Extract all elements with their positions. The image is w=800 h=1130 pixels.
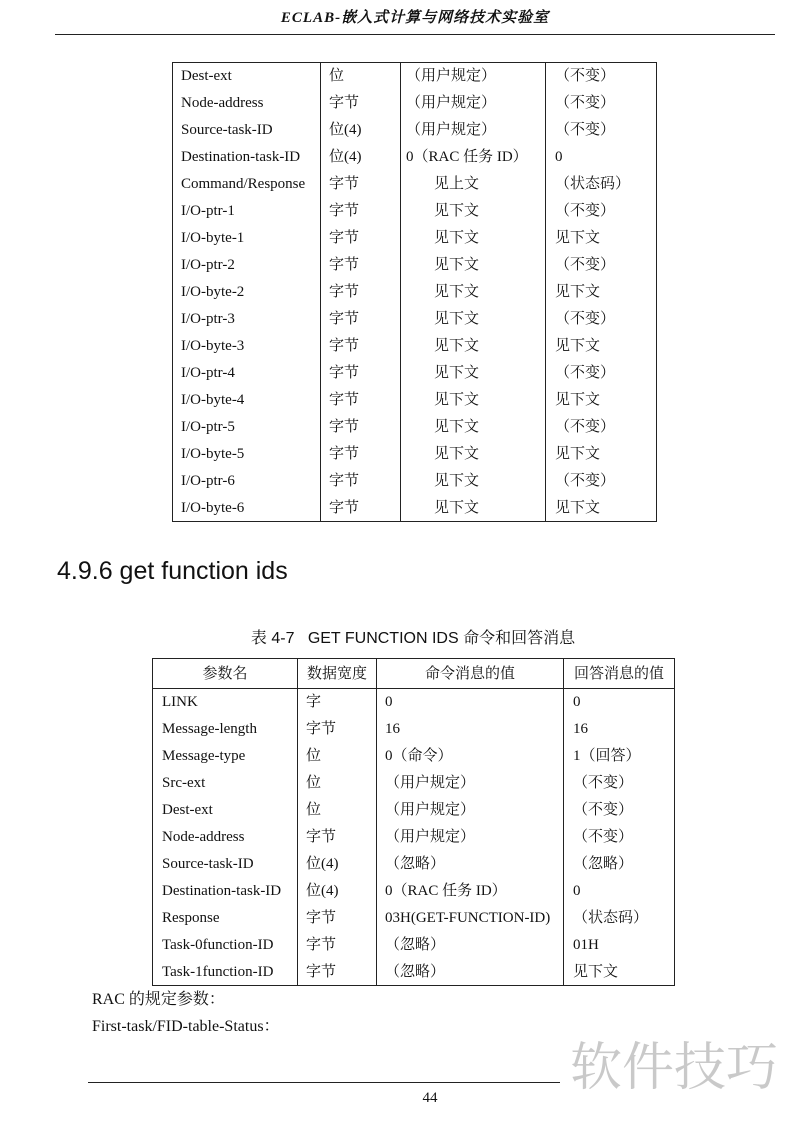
table-row bbox=[173, 63, 657, 90]
table-row bbox=[173, 360, 657, 387]
response-value-cell: （不变） bbox=[546, 468, 657, 495]
command-value-cell: 0 bbox=[377, 689, 564, 716]
data-width-cell: 字节 bbox=[321, 171, 401, 198]
param-name-cell: I/O-byte-5 bbox=[173, 441, 321, 468]
footer-rule bbox=[88, 1082, 560, 1083]
data-width-cell: 字节 bbox=[298, 932, 377, 959]
table-row bbox=[173, 279, 657, 306]
command-value-cell: 见下文 bbox=[401, 495, 546, 522]
response-value-cell: （不变） bbox=[546, 63, 657, 90]
command-value-cell: （忽略） bbox=[377, 851, 564, 878]
response-value-cell: （不变） bbox=[546, 198, 657, 225]
command-value-cell: （忽略） bbox=[377, 959, 564, 986]
data-width-cell: 字节 bbox=[321, 306, 401, 333]
param-name-cell: Task-0function-ID bbox=[153, 932, 298, 959]
response-value-cell: 见下文 bbox=[546, 333, 657, 360]
command-value-cell: （用户规定） bbox=[401, 117, 546, 144]
command-value-cell: 见下文 bbox=[401, 306, 546, 333]
command-value-cell: 见下文 bbox=[401, 252, 546, 279]
response-value-cell: 01H bbox=[564, 932, 675, 959]
response-value-cell: 见下文 bbox=[546, 495, 657, 522]
get-function-ids-table-body bbox=[153, 689, 675, 986]
response-value-cell: （不变） bbox=[564, 797, 675, 824]
continued-parameter-table bbox=[172, 62, 657, 522]
table-row bbox=[173, 90, 657, 117]
command-value-cell: （用户规定） bbox=[377, 797, 564, 824]
table-row bbox=[153, 770, 675, 797]
table-row bbox=[173, 468, 657, 495]
table-row bbox=[153, 743, 675, 770]
table-row bbox=[173, 414, 657, 441]
param-name-cell: I/O-byte-3 bbox=[173, 333, 321, 360]
data-width-cell: 字节 bbox=[321, 387, 401, 414]
param-name-cell: Message-type bbox=[153, 743, 298, 770]
table-row bbox=[153, 689, 675, 716]
command-value-cell: 16 bbox=[377, 716, 564, 743]
table-caption: 表 4-7 GET FUNCTION IDS 命令和回答消息 bbox=[250, 630, 576, 647]
param-name-cell: Destination-task-ID bbox=[173, 144, 321, 171]
data-width-cell: 字节 bbox=[298, 959, 377, 986]
continued-table-body bbox=[173, 63, 657, 522]
data-width-cell: 字节 bbox=[321, 495, 401, 522]
table-row bbox=[153, 797, 675, 824]
param-name-cell: Dest-ext bbox=[173, 63, 321, 90]
table-row bbox=[153, 716, 675, 743]
table-row bbox=[153, 824, 675, 851]
command-value-cell: 见上文 bbox=[401, 171, 546, 198]
command-value-cell: （忽略） bbox=[377, 932, 564, 959]
param-name-cell: I/O-ptr-1 bbox=[173, 198, 321, 225]
data-width-cell: 位(4) bbox=[298, 878, 377, 905]
response-value-cell: 1（回答） bbox=[564, 743, 675, 770]
data-width-cell: 位 bbox=[298, 797, 377, 824]
running-header-title: ECLAB-嵌入式计算与网络技术实验室 bbox=[280, 10, 550, 26]
data-width-cell: 字节 bbox=[321, 333, 401, 360]
param-name-cell: Source-task-ID bbox=[153, 851, 298, 878]
section-heading: 4.9.6 get function ids bbox=[57, 557, 288, 585]
data-width-cell: 位 bbox=[321, 63, 401, 90]
data-width-cell: 字节 bbox=[321, 279, 401, 306]
get-function-ids-table bbox=[152, 658, 675, 986]
page-number: 44 bbox=[422, 1090, 438, 1106]
data-width-cell: 字 bbox=[298, 689, 377, 716]
command-value-cell: 见下文 bbox=[401, 387, 546, 414]
table-row bbox=[173, 495, 657, 522]
command-value-cell: 见下文 bbox=[401, 225, 546, 252]
command-value-cell: 0（RAC 任务 ID） bbox=[401, 144, 546, 171]
table-row bbox=[153, 959, 675, 986]
param-name-cell: Source-task-ID bbox=[173, 117, 321, 144]
param-name-cell: Destination-task-ID bbox=[153, 878, 298, 905]
command-value-cell: （用户规定） bbox=[377, 824, 564, 851]
body-text-rac-parameters: RAC 的规定参数： bbox=[92, 991, 225, 1008]
data-width-cell: 字节 bbox=[321, 225, 401, 252]
param-name-cell: I/O-ptr-5 bbox=[173, 414, 321, 441]
data-width-cell: 字节 bbox=[321, 441, 401, 468]
response-value-cell: （不变） bbox=[546, 306, 657, 333]
param-name-cell: I/O-byte-6 bbox=[173, 495, 321, 522]
response-value-cell: 0 bbox=[564, 878, 675, 905]
data-width-cell: 位(4) bbox=[298, 851, 377, 878]
data-width-cell: 字节 bbox=[321, 252, 401, 279]
table-row bbox=[173, 117, 657, 144]
data-width-cell: 字节 bbox=[321, 468, 401, 495]
data-width-cell: 位(4) bbox=[321, 117, 401, 144]
response-value-cell: （忽略） bbox=[564, 851, 675, 878]
command-value-cell: 03H(GET-FUNCTION-ID) bbox=[377, 905, 564, 932]
response-value-cell: （状态码） bbox=[546, 171, 657, 198]
table-row bbox=[173, 252, 657, 279]
column-header-param-name: 参数名 bbox=[153, 659, 298, 689]
table-row bbox=[173, 144, 657, 171]
data-width-cell: 字节 bbox=[321, 198, 401, 225]
param-name-cell: LINK bbox=[153, 689, 298, 716]
response-value-cell: （不变） bbox=[564, 770, 675, 797]
data-width-cell: 位 bbox=[298, 770, 377, 797]
table-row bbox=[173, 171, 657, 198]
response-value-cell: 见下文 bbox=[546, 225, 657, 252]
table-row bbox=[173, 198, 657, 225]
param-name-cell: Response bbox=[153, 905, 298, 932]
param-name-cell: Message-length bbox=[153, 716, 298, 743]
command-value-cell: 0（RAC 任务 ID） bbox=[377, 878, 564, 905]
command-value-cell: 见下文 bbox=[401, 441, 546, 468]
data-width-cell: 位(4) bbox=[321, 144, 401, 171]
column-header-command-value: 命令消息的值 bbox=[377, 659, 564, 689]
table-row bbox=[153, 932, 675, 959]
data-width-cell: 字节 bbox=[298, 905, 377, 932]
param-name-cell: I/O-byte-4 bbox=[173, 387, 321, 414]
response-value-cell: 见下文 bbox=[564, 959, 675, 986]
data-width-cell: 字节 bbox=[321, 90, 401, 117]
table-row bbox=[153, 878, 675, 905]
header-rule bbox=[55, 34, 775, 35]
response-value-cell: 0 bbox=[564, 689, 675, 716]
param-name-cell: I/O-ptr-4 bbox=[173, 360, 321, 387]
table-row bbox=[173, 225, 657, 252]
response-value-cell: （不变） bbox=[546, 90, 657, 117]
table-row bbox=[173, 441, 657, 468]
param-name-cell: Dest-ext bbox=[153, 797, 298, 824]
table-row bbox=[153, 905, 675, 932]
table-row bbox=[173, 387, 657, 414]
param-name-cell: I/O-byte-2 bbox=[173, 279, 321, 306]
response-value-cell: 见下文 bbox=[546, 387, 657, 414]
response-value-cell: （不变） bbox=[546, 414, 657, 441]
command-value-cell: 见下文 bbox=[401, 360, 546, 387]
response-value-cell: 0 bbox=[546, 144, 657, 171]
response-value-cell: 见下文 bbox=[546, 279, 657, 306]
column-header-response-value: 回答消息的值 bbox=[564, 659, 675, 689]
param-name-cell: Task-1function-ID bbox=[153, 959, 298, 986]
response-value-cell: （不变） bbox=[564, 824, 675, 851]
watermark-text: 软件技巧 bbox=[570, 1038, 779, 1098]
command-value-cell: 见下文 bbox=[401, 414, 546, 441]
command-value-cell: 见下文 bbox=[401, 279, 546, 306]
param-name-cell: Node-address bbox=[173, 90, 321, 117]
table-row bbox=[173, 306, 657, 333]
response-value-cell: （不变） bbox=[546, 252, 657, 279]
command-value-cell: 见下文 bbox=[401, 468, 546, 495]
response-value-cell: （不变） bbox=[546, 360, 657, 387]
param-name-cell: I/O-byte-1 bbox=[173, 225, 321, 252]
response-value-cell: 16 bbox=[564, 716, 675, 743]
param-name-cell: Node-address bbox=[153, 824, 298, 851]
command-value-cell: （用户规定） bbox=[377, 770, 564, 797]
param-name-cell: Command/Response bbox=[173, 171, 321, 198]
data-width-cell: 字节 bbox=[298, 824, 377, 851]
data-width-cell: 位 bbox=[298, 743, 377, 770]
table-row bbox=[153, 851, 675, 878]
body-text-first-task-status: First-task/FID-table-Status： bbox=[92, 1018, 280, 1035]
command-value-cell: 见下文 bbox=[401, 333, 546, 360]
command-value-cell: 0（命令） bbox=[377, 743, 564, 770]
param-name-cell: Src-ext bbox=[153, 770, 298, 797]
command-value-cell: （用户规定） bbox=[401, 90, 546, 117]
response-value-cell: 见下文 bbox=[546, 441, 657, 468]
data-width-cell: 字节 bbox=[321, 360, 401, 387]
column-header-data-width: 数据宽度 bbox=[298, 659, 377, 689]
table-row bbox=[173, 333, 657, 360]
param-name-cell: I/O-ptr-6 bbox=[173, 468, 321, 495]
table-header-row bbox=[153, 659, 675, 689]
data-width-cell: 字节 bbox=[321, 414, 401, 441]
param-name-cell: I/O-ptr-2 bbox=[173, 252, 321, 279]
response-value-cell: （状态码） bbox=[564, 905, 675, 932]
param-name-cell: I/O-ptr-3 bbox=[173, 306, 321, 333]
command-value-cell: （用户规定） bbox=[401, 63, 546, 90]
command-value-cell: 见下文 bbox=[401, 198, 546, 225]
data-width-cell: 字节 bbox=[298, 716, 377, 743]
response-value-cell: （不变） bbox=[546, 117, 657, 144]
